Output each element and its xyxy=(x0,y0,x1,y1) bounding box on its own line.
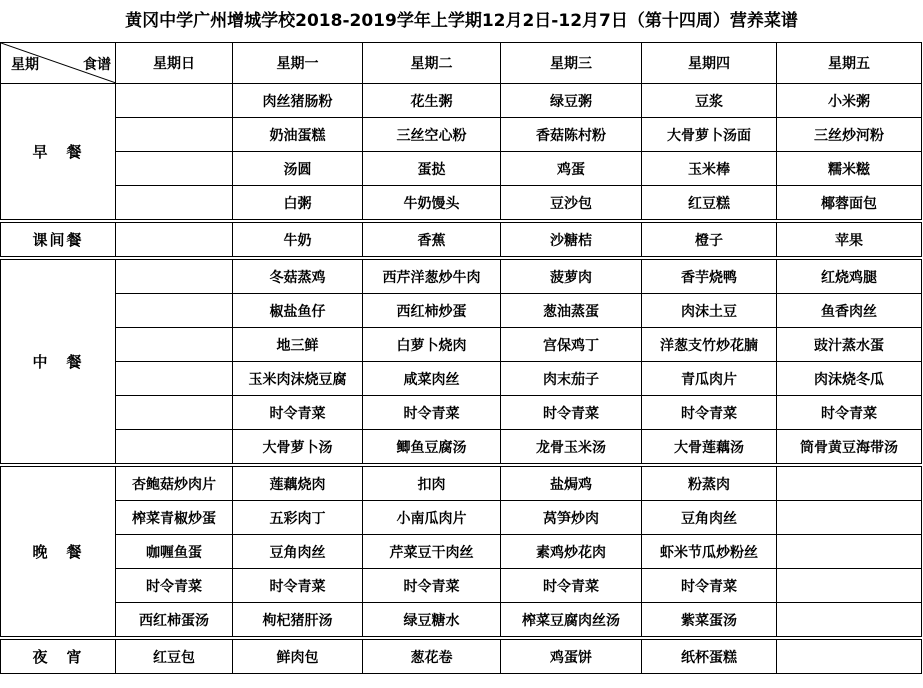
dish-cell xyxy=(116,396,233,430)
menu-row xyxy=(1,186,922,222)
menu-row xyxy=(1,603,922,639)
dish-cell: 绿豆糖水 xyxy=(363,603,501,639)
dish-cell: 鲫鱼豆腐汤 xyxy=(363,430,501,466)
dish-cell: 蛋挞 xyxy=(363,152,501,186)
dish-cell: 冬菇蒸鸡 xyxy=(233,258,363,294)
dish-cell: 橙子 xyxy=(642,221,777,258)
dish-cell: 香菇陈村粉 xyxy=(501,118,642,152)
dish-cell: 豉汁蒸水蛋 xyxy=(777,328,922,362)
day-header-friday: 星期五 xyxy=(777,43,922,84)
dish-cell: 时令青菜 xyxy=(501,569,642,603)
dish-cell: 绿豆粥 xyxy=(501,84,642,118)
dish-cell: 枸杞猪肝汤 xyxy=(233,603,363,639)
dish-cell: 洋葱支竹炒花腩 xyxy=(642,328,777,362)
menu-row xyxy=(1,118,922,152)
dish-cell: 豆角肉丝 xyxy=(233,535,363,569)
dish-cell: 奶油蛋糕 xyxy=(233,118,363,152)
dish-cell: 玉米肉沫烧豆腐 xyxy=(233,362,363,396)
dish-cell: 时令青菜 xyxy=(116,569,233,603)
dish-cell: 时令青菜 xyxy=(363,396,501,430)
menu-row xyxy=(1,362,922,396)
dish-cell: 青瓜肉片 xyxy=(642,362,777,396)
day-header-sunday: 星期日 xyxy=(116,43,233,84)
menu-row xyxy=(1,328,922,362)
menu-row xyxy=(1,638,922,674)
dish-cell: 肉沫土豆 xyxy=(642,294,777,328)
dish-cell: 豆角肉丝 xyxy=(642,501,777,535)
dish-cell: 白粥 xyxy=(233,186,363,222)
dish-cell: 龙骨玉米汤 xyxy=(501,430,642,466)
dish-cell: 糯米糍 xyxy=(777,152,922,186)
dish-cell: 咸菜肉丝 xyxy=(363,362,501,396)
dish-cell: 沙糖桔 xyxy=(501,221,642,258)
dish-cell: 豆浆 xyxy=(642,84,777,118)
dish-cell: 纸杯蛋糕 xyxy=(642,638,777,674)
dish-cell: 芹菜豆干肉丝 xyxy=(363,535,501,569)
dish-cell xyxy=(116,328,233,362)
dish-cell: 咖喱鱼蛋 xyxy=(116,535,233,569)
dish-cell: 时令青菜 xyxy=(233,396,363,430)
menu-row xyxy=(1,501,922,535)
dish-cell: 榨菜豆腐肉丝汤 xyxy=(501,603,642,639)
dish-cell: 牛奶 xyxy=(233,221,363,258)
dish-cell xyxy=(116,152,233,186)
menu-row xyxy=(1,152,922,186)
dish-cell xyxy=(777,535,922,569)
menu-row xyxy=(1,258,922,294)
dish-cell: 椰蓉面包 xyxy=(777,186,922,222)
meal-label-late-night: 夜 宵 xyxy=(1,638,116,674)
dish-cell: 三丝空心粉 xyxy=(363,118,501,152)
dish-cell: 红豆包 xyxy=(116,638,233,674)
dish-cell: 榨菜青椒炒蛋 xyxy=(116,501,233,535)
dish-cell: 鲜肉包 xyxy=(233,638,363,674)
dish-cell: 肉沫烧冬瓜 xyxy=(777,362,922,396)
dish-cell: 椒盐鱼仔 xyxy=(233,294,363,328)
corner-header-cell xyxy=(1,43,116,84)
dish-cell xyxy=(777,638,922,674)
menu-row xyxy=(1,465,922,501)
dish-cell: 西红柿蛋汤 xyxy=(116,603,233,639)
dish-cell: 莴笋炒肉 xyxy=(501,501,642,535)
menu-row xyxy=(1,396,922,430)
menu-row xyxy=(1,84,922,118)
dish-cell: 虾米节瓜炒粉丝 xyxy=(642,535,777,569)
dish-cell: 杏鲍菇炒肉片 xyxy=(116,465,233,501)
dish-cell: 香蕉 xyxy=(363,221,501,258)
dish-cell: 红烧鸡腿 xyxy=(777,258,922,294)
menu-row xyxy=(1,294,922,328)
meal-label-dinner: 晚 餐 xyxy=(1,465,116,638)
dish-cell: 地三鲜 xyxy=(233,328,363,362)
dish-cell: 豆沙包 xyxy=(501,186,642,222)
dish-cell: 汤圆 xyxy=(233,152,363,186)
menu-body xyxy=(1,84,922,674)
dish-cell xyxy=(116,294,233,328)
header-row xyxy=(1,43,922,84)
dish-cell: 葱油蒸蛋 xyxy=(501,294,642,328)
dish-cell xyxy=(777,603,922,639)
dish-cell: 盐焗鸡 xyxy=(501,465,642,501)
dish-cell: 白萝卜烧肉 xyxy=(363,328,501,362)
dish-cell: 西红柿炒蛋 xyxy=(363,294,501,328)
day-header-monday: 星期一 xyxy=(233,43,363,84)
dish-cell: 三丝炒河粉 xyxy=(777,118,922,152)
dish-cell: 小南瓜肉片 xyxy=(363,501,501,535)
dish-cell xyxy=(777,569,922,603)
dish-cell: 大骨萝卜汤 xyxy=(233,430,363,466)
dish-cell xyxy=(116,84,233,118)
dish-cell: 宫保鸡丁 xyxy=(501,328,642,362)
meal-label-lunch: 中 餐 xyxy=(1,258,116,465)
menu-row xyxy=(1,535,922,569)
dish-cell: 时令青菜 xyxy=(233,569,363,603)
dish-cell xyxy=(116,221,233,258)
dish-cell: 时令青菜 xyxy=(777,396,922,430)
dish-cell: 时令青菜 xyxy=(501,396,642,430)
dish-cell: 扣肉 xyxy=(363,465,501,501)
dish-cell xyxy=(116,258,233,294)
dish-cell: 鱼香肉丝 xyxy=(777,294,922,328)
menu-row xyxy=(1,221,922,258)
dish-cell: 紫菜蛋汤 xyxy=(642,603,777,639)
dish-cell: 大骨萝卜汤面 xyxy=(642,118,777,152)
dish-cell xyxy=(116,118,233,152)
dish-cell xyxy=(777,465,922,501)
dish-cell: 葱花卷 xyxy=(363,638,501,674)
dish-cell: 莲藕烧肉 xyxy=(233,465,363,501)
dish-cell: 素鸡炒花肉 xyxy=(501,535,642,569)
dish-cell: 粉蒸肉 xyxy=(642,465,777,501)
menu-table xyxy=(0,42,922,674)
dish-cell: 肉末茄子 xyxy=(501,362,642,396)
dish-cell: 香芋烧鸭 xyxy=(642,258,777,294)
dish-cell: 时令青菜 xyxy=(363,569,501,603)
dish-cell: 玉米棒 xyxy=(642,152,777,186)
corner-label-menu: 食谱 xyxy=(83,57,111,73)
dish-cell: 大骨莲藕汤 xyxy=(642,430,777,466)
dish-cell: 小米粥 xyxy=(777,84,922,118)
dish-cell: 肉丝猪肠粉 xyxy=(233,84,363,118)
dish-cell: 牛奶馒头 xyxy=(363,186,501,222)
dish-cell xyxy=(116,430,233,466)
dish-cell xyxy=(116,362,233,396)
dish-cell: 菠萝肉 xyxy=(501,258,642,294)
dish-cell: 筒骨黄豆海带汤 xyxy=(777,430,922,466)
day-header-wednesday: 星期三 xyxy=(501,43,642,84)
menu-row xyxy=(1,430,922,466)
dish-cell: 苹果 xyxy=(777,221,922,258)
dish-cell xyxy=(777,501,922,535)
dish-cell: 花生粥 xyxy=(363,84,501,118)
dish-cell: 红豆糕 xyxy=(642,186,777,222)
day-header-thursday: 星期四 xyxy=(642,43,777,84)
dish-cell: 西芹洋葱炒牛肉 xyxy=(363,258,501,294)
corner-label-weekday: 星期 xyxy=(11,57,39,73)
dish-cell: 鸡蛋 xyxy=(501,152,642,186)
meal-label-breakfast: 早 餐 xyxy=(1,84,116,222)
dish-cell: 五彩肉丁 xyxy=(233,501,363,535)
page-title: 黄冈中学广州增城学校2018-2019学年上学期12月2日-12月7日（第十四周）营养菜谱 xyxy=(125,11,798,31)
menu-row xyxy=(1,569,922,603)
dish-cell: 时令青菜 xyxy=(642,569,777,603)
day-header-tuesday: 星期二 xyxy=(363,43,501,84)
dish-cell xyxy=(116,186,233,222)
meal-label-snack: 课间餐 xyxy=(1,221,116,258)
dish-cell: 时令青菜 xyxy=(642,396,777,430)
dish-cell: 鸡蛋饼 xyxy=(501,638,642,674)
